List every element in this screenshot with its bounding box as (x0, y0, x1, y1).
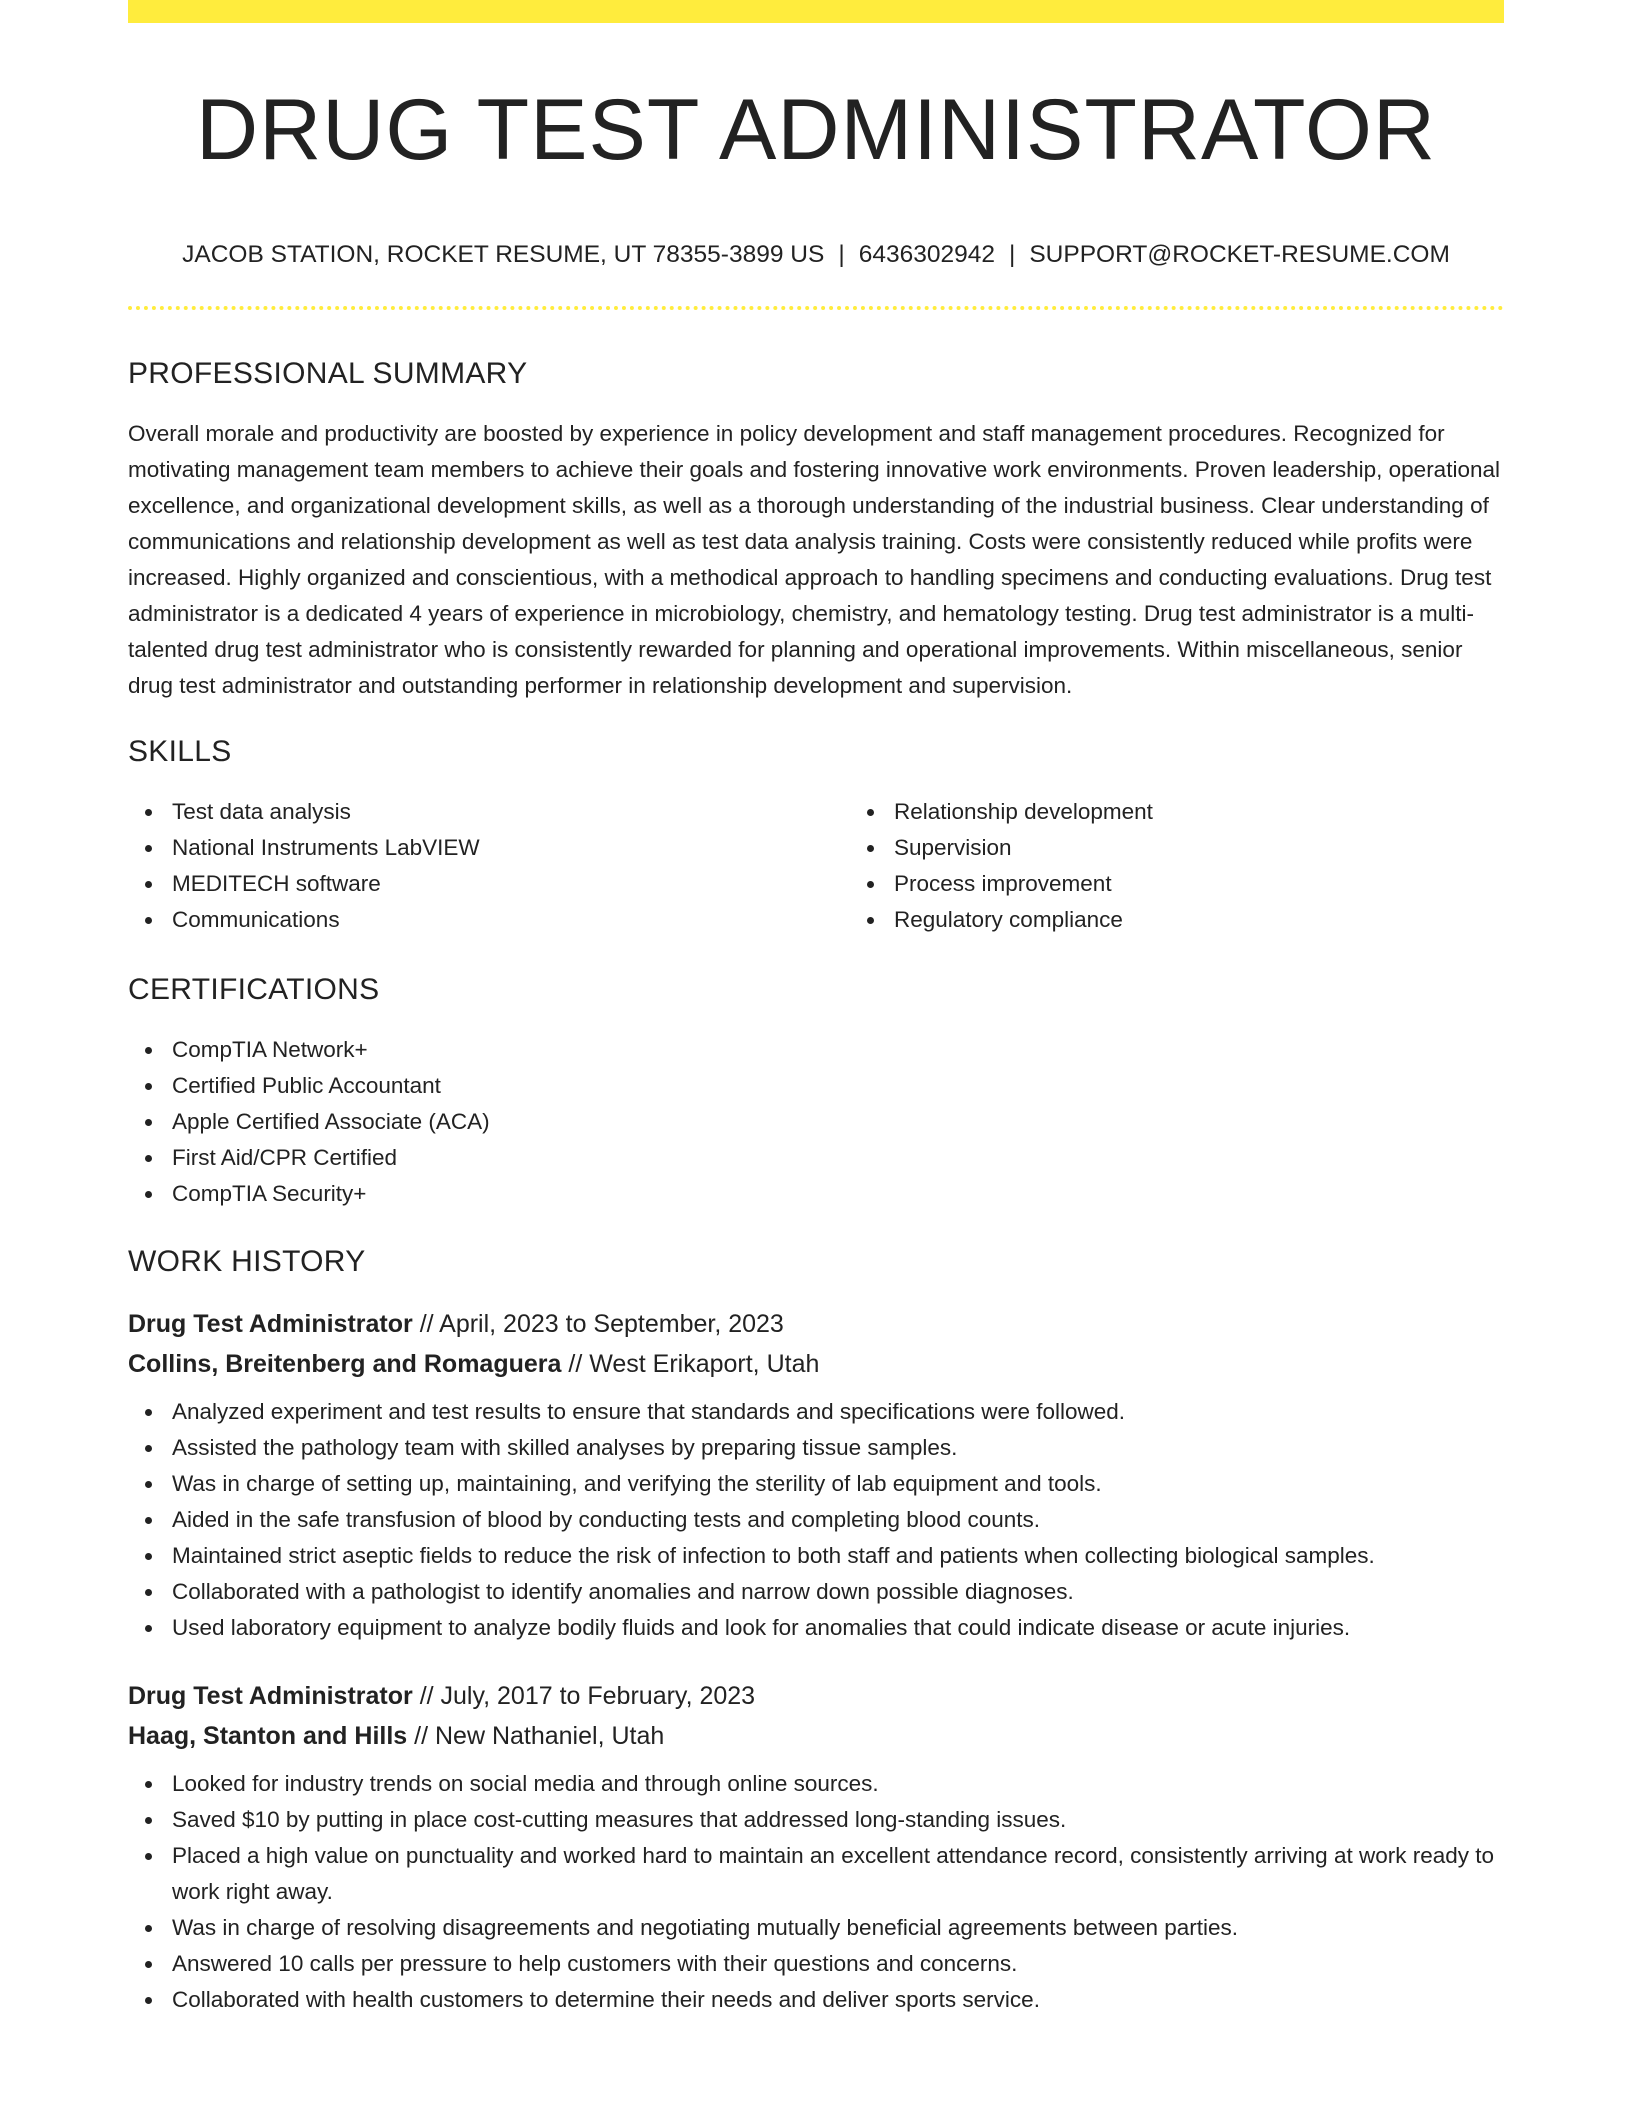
job-title-line (128, 1304, 1504, 1344)
job-location: // New Nathaniel, Utah (407, 1722, 665, 1750)
contact-email: SUPPORT@ROCKET-RESUME.COM (1029, 241, 1450, 268)
section-heading: SKILLS (128, 735, 232, 768)
job-duty: Collaborated with a pathologist to identify anomalies and narrow down possible diagnoses. (172, 1574, 1504, 1610)
contact-line (128, 236, 1504, 274)
certification-item: Certified Public Accountant (172, 1068, 1504, 1104)
job-entry (128, 1676, 1504, 2018)
job-entry (128, 1304, 1504, 1646)
job-duties-list (128, 1394, 1504, 1646)
job-duty: Used laboratory equipment to analyze bodily fluids and look for anomalies that could indicate disease or acute injuries. (172, 1610, 1504, 1646)
certification-item: CompTIA Security+ (172, 1176, 1504, 1212)
job-duty: Was in charge of resolving disagreements and negotiating mutually beneficial agreements between parties. (172, 1910, 1504, 1946)
skills-columns (128, 794, 1504, 938)
section-heading: CERTIFICATIONS (128, 973, 380, 1006)
job-duty: Maintained strict aseptic fields to reduce the risk of infection to both staff and patients when collecting biological samples. (172, 1538, 1504, 1574)
skill-item: Supervision (894, 830, 1572, 866)
certification-item: First Aid/CPR Certified (172, 1140, 1504, 1176)
job-location: // West Erikaport, Utah (561, 1350, 820, 1378)
job-company-line (128, 1344, 1504, 1384)
job-duty: Analyzed experiment and test results to ensure that standards and specifications were followed. (172, 1394, 1504, 1430)
contact-separator: | (1008, 241, 1016, 268)
certifications-list (128, 1032, 1504, 1212)
job-duty: Collaborated with health customers to determine their needs and deliver sports service. (172, 1982, 1504, 2018)
job-duty: Answered 10 calls per pressure to help customers with their questions and concerns. (172, 1946, 1504, 1982)
skill-item: Relationship development (894, 794, 1572, 830)
summary-section (128, 352, 1504, 704)
job-dates: // April, 2023 to September, 2023 (412, 1310, 784, 1338)
contact-separator: | (838, 241, 845, 268)
skill-item: Communications (172, 902, 850, 938)
certification-item: Apple Certified Associate (ACA) (172, 1104, 1504, 1140)
summary-text: Overall morale and productivity are boosted by experience in policy development and staff management procedures. Recognized for motivating management team members to achieve their goals and fostering innovative work environments. Proven leadership, operational excellence, and organizational development skills, as well as a thorough understanding of the industrial business. Clear understanding of communications and relationship development as well as test data analysis training. Costs were consistently reduced while profits were increased. Highly organized and conscientious, with a methodical approach to handling specimens and conducting evaluations. Drug test administrator is a dedicated 4 years of experience in microbiology, chemistry, and hematology testing. Drug test administrator is a multi-talented drug test administrator who is consistently rewarded for planning and operational improvements. Within miscellaneous, senior drug test administrator and outstanding performer in relationship development and supervision. (128, 421, 1500, 698)
skills-list-left (128, 794, 850, 938)
job-title: Drug Test Administrator (128, 1310, 413, 1338)
job-duties-list (128, 1766, 1504, 2018)
job-dates: // July, 2017 to February, 2023 (412, 1682, 756, 1710)
skills-section (128, 730, 1504, 938)
skill-item: MEDITECH software (172, 866, 850, 902)
job-duty: Saved $10 by putting in place cost-cutting measures that addressed long-standing issues. (172, 1802, 1504, 1838)
contact-phone: 6436302942 (858, 241, 995, 268)
job-title-line (128, 1676, 1504, 1716)
section-heading: PROFESSIONAL SUMMARY (128, 357, 528, 390)
skill-item: Test data analysis (172, 794, 850, 830)
job-company: Collins, Breitenberg and Romaguera (128, 1350, 562, 1378)
skills-list-right (850, 794, 1572, 938)
resume-title: DRUG TEST ADMINISTRATOR (196, 82, 1436, 178)
section-heading: WORK HISTORY (128, 1245, 366, 1278)
job-duty: Was in charge of setting up, maintaining, and verifying the sterility of lab equipment and tools. (172, 1466, 1504, 1502)
contact-address: JACOB STATION, ROCKET RESUME, UT 78355-3899 US (182, 241, 825, 268)
job-duty: Assisted the pathology team with skilled analyses by preparing tissue samples. (172, 1430, 1504, 1466)
job-company-line (128, 1716, 1504, 1756)
certifications-section (128, 968, 1504, 1212)
skill-item: Regulatory compliance (894, 902, 1572, 938)
job-title: Drug Test Administrator (128, 1682, 413, 1710)
job-company: Haag, Stanton and Hills (128, 1722, 408, 1750)
work-history-section (128, 1240, 1504, 2018)
skill-item: Process improvement (894, 866, 1572, 902)
job-duty: Aided in the safe transfusion of blood by conducting tests and completing blood counts. (172, 1502, 1504, 1538)
job-duty: Placed a high value on punctuality and worked hard to maintain an excellent attendance record, consistently arriving at work ready to work right away. (172, 1838, 1504, 1910)
certification-item: CompTIA Network+ (172, 1032, 1504, 1068)
skill-item: National Instruments LabVIEW (172, 830, 850, 866)
job-duty: Looked for industry trends on social media and through online sources. (172, 1766, 1504, 1802)
dotted-divider (128, 306, 1504, 310)
resume-content (128, 352, 1504, 2048)
top-accent-bar (128, 0, 1504, 23)
